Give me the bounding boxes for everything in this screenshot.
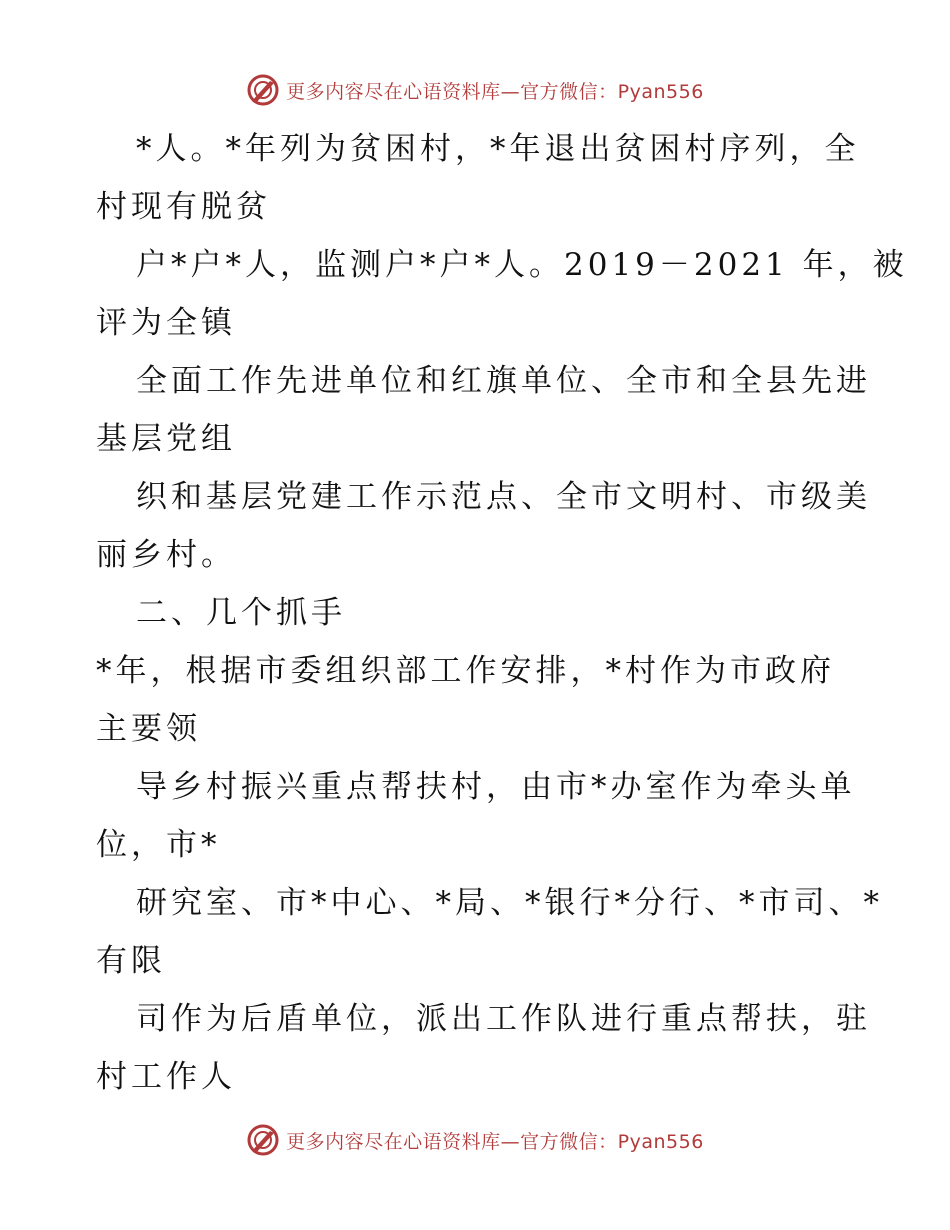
text-line: 户*户*人，监测户*户*人。2019－2021 年，被 <box>136 247 908 283</box>
text-line: 基层党组 <box>96 421 236 457</box>
footer-banner <box>0 1120 950 1160</box>
text-line: 主要领 <box>96 711 201 747</box>
text-line: 二、几个抓手 <box>136 595 346 631</box>
text-line: 全面工作先进单位和红旗单位、全市和全县先进 <box>136 363 871 399</box>
text-line: *人。*年列为贫困村，*年退出贫困村序列，全 <box>136 131 860 167</box>
text-line: 位，市* <box>96 827 221 863</box>
text-line: 有限 <box>96 943 166 979</box>
text-line: 司作为后盾单位，派出工作队进行重点帮扶，驻 <box>136 1001 871 1037</box>
banner-text: 更多内容尽在心语资料库—官方微信：Pyan556 <box>286 1130 704 1153</box>
text-line: 村现有脱贫 <box>96 189 271 225</box>
pen-logo-icon <box>246 1123 280 1157</box>
text-line: 村工作人 <box>96 1059 236 1095</box>
text-line: 导乡村振兴重点帮扶村，由市*办室作为牵头单 <box>136 769 856 805</box>
banner-text: 更多内容尽在心语资料库—官方微信：Pyan556 <box>286 80 704 103</box>
text-line: 丽乡村。 <box>96 537 236 573</box>
header-banner <box>0 70 950 110</box>
text-line: 织和基层党建工作示范点、全市文明村、市级美 <box>136 479 871 515</box>
text-line: *年，根据市委组织部工作安排，*村作为市政府 <box>96 653 835 689</box>
text-line: 评为全镇 <box>96 305 236 341</box>
text-line: 研究室、市*中心、*局、*银行*分行、*市司、* <box>136 885 883 921</box>
pen-logo-icon <box>246 73 280 107</box>
document-body <box>96 120 908 1106</box>
